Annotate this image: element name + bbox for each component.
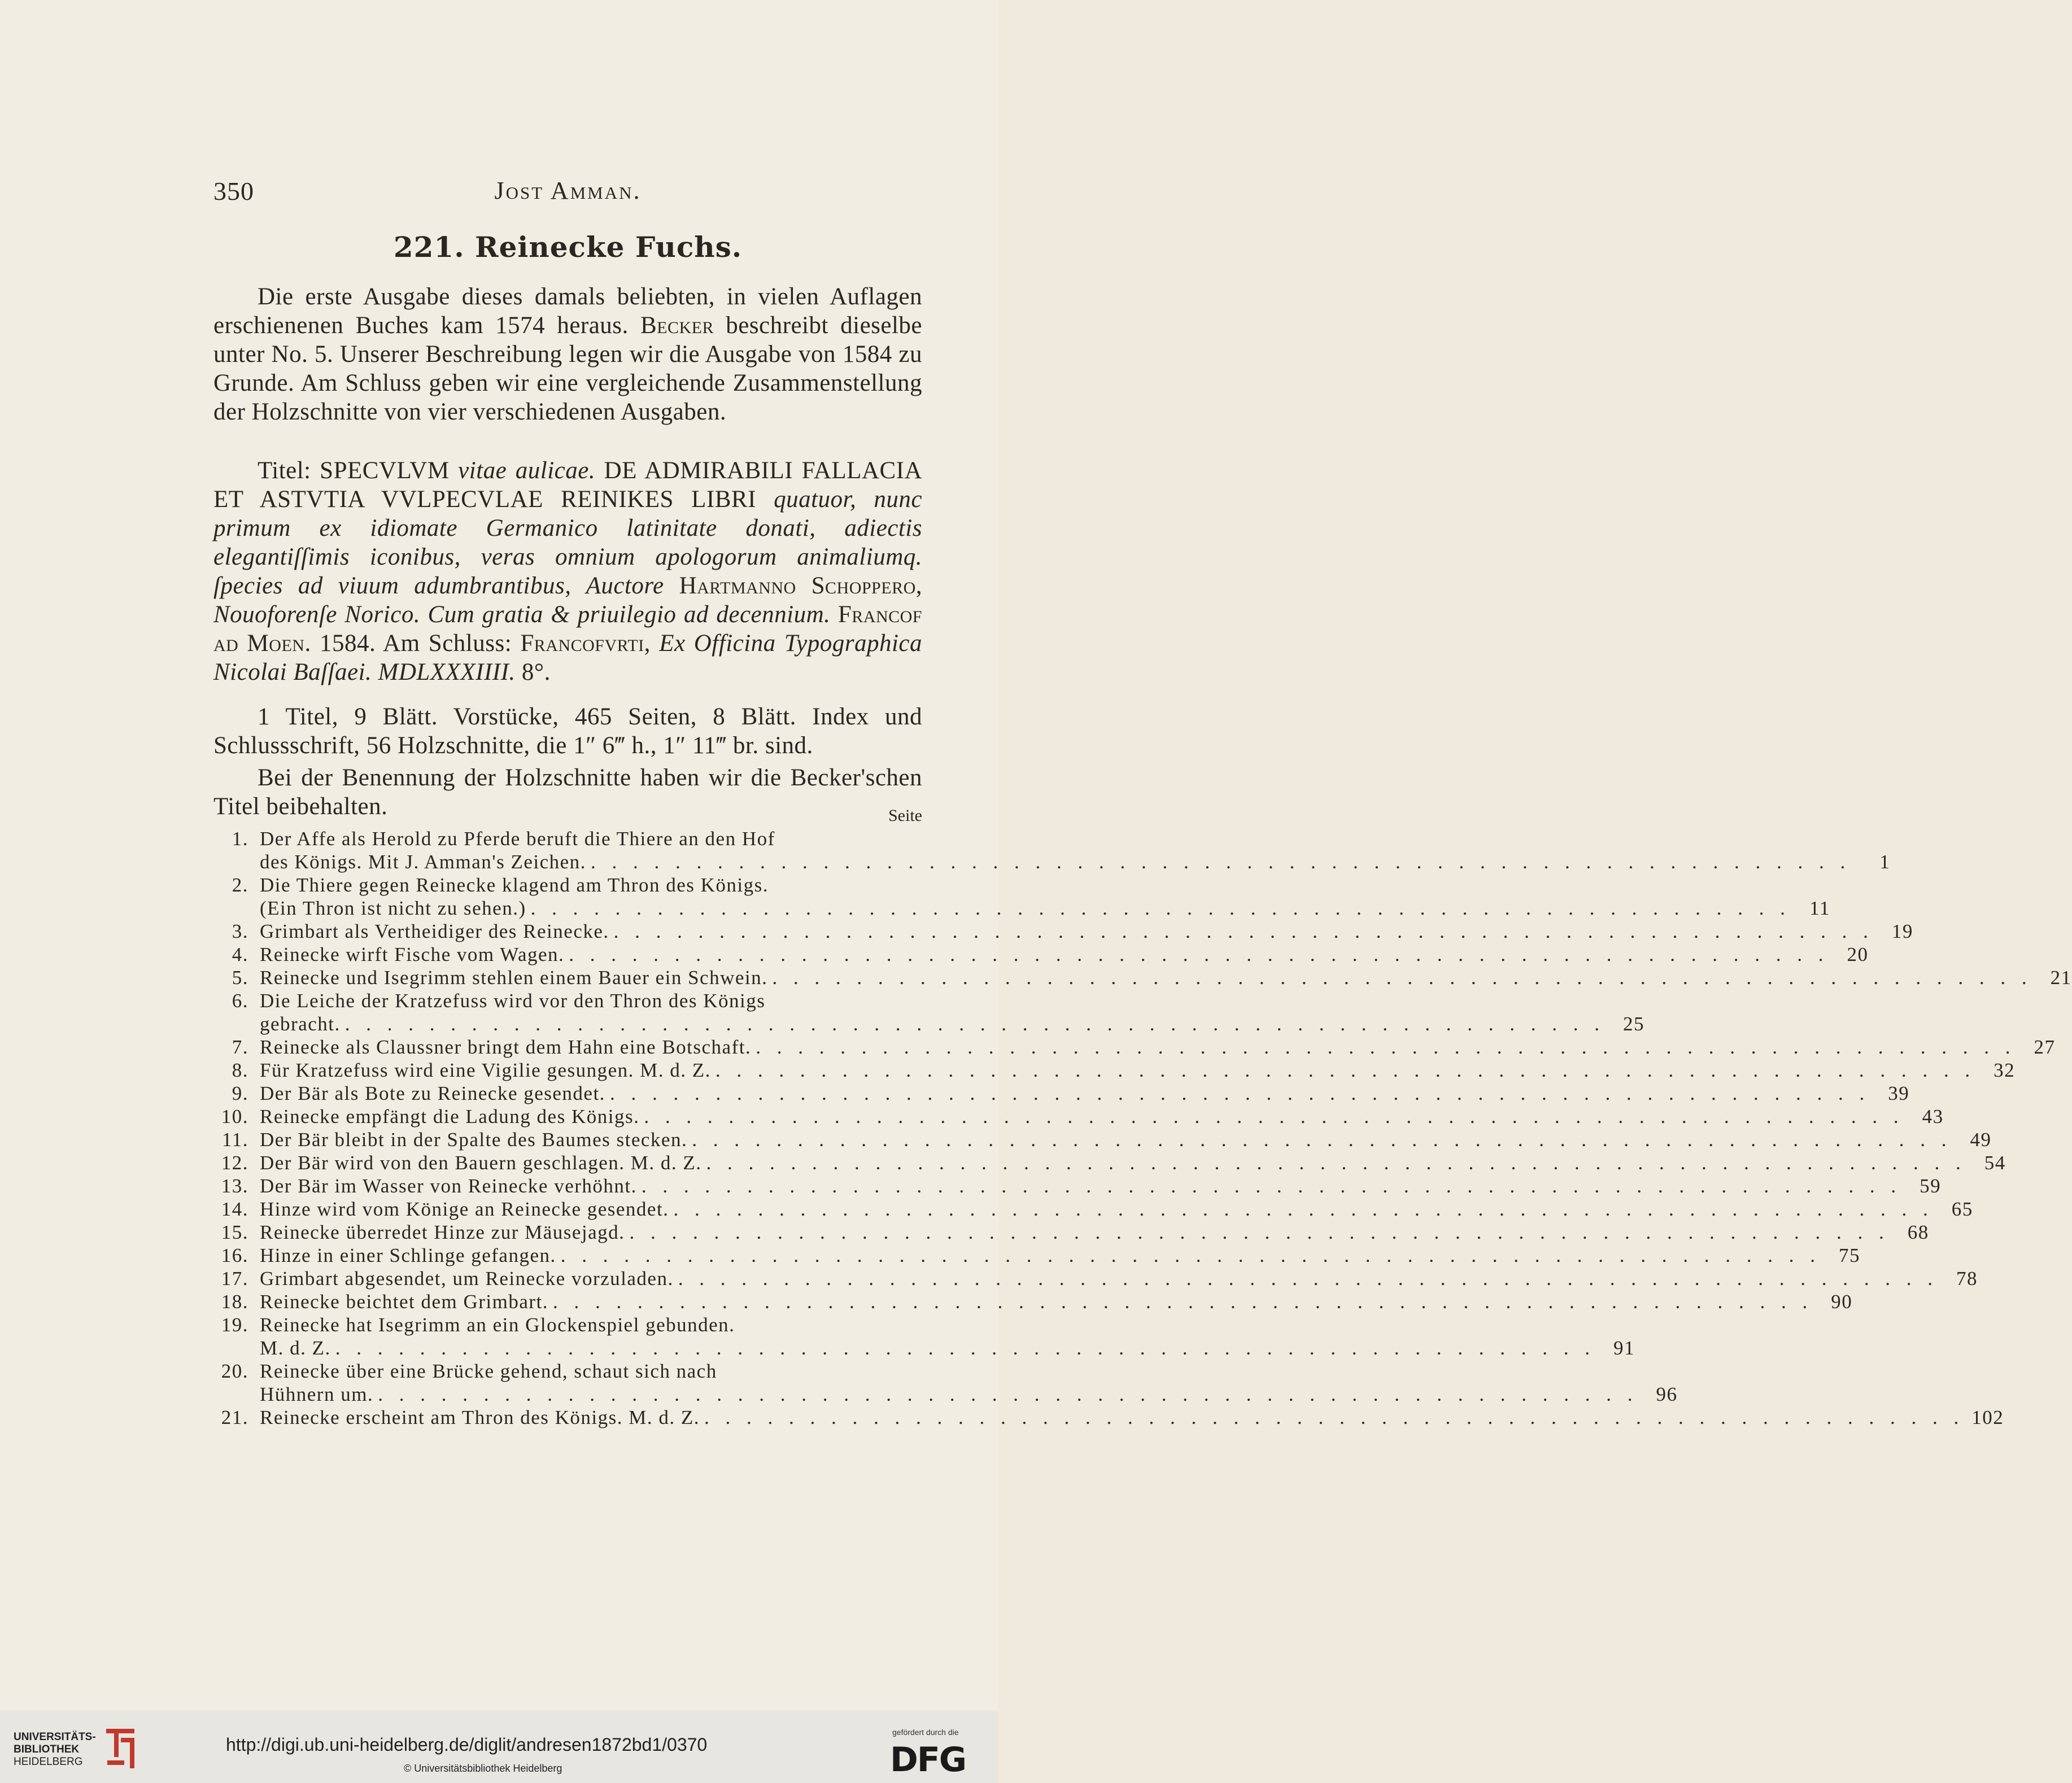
toc-entry-line-text: Hinze in einer Schlinge gefangen. bbox=[260, 1244, 556, 1266]
leader-dots: . . . . . . . . . . . . . . . . . . . . . . . . . . . . . . . . . . . . . . . . . . . . . . . . . . . . . . . . . . . . bbox=[692, 1129, 1952, 1151]
title-text-c: DE ADMIRABILI FALLACIA ET ASTVTIA VVLPECVLAE REINIKES LIBRI bbox=[213, 457, 923, 513]
title-text-i: Francofvrti, bbox=[520, 630, 651, 657]
toc-entry-line bbox=[260, 1198, 1973, 1221]
toc-entry bbox=[213, 873, 1830, 920]
toc-entry-line-text: Die Leiche der Kratzefuss wird vor den Thron des Königs bbox=[260, 990, 766, 1012]
toc-entry-line bbox=[260, 989, 1644, 1012]
toc-entry-line bbox=[260, 1059, 2015, 1082]
toc-entry-page: 19 bbox=[1891, 920, 1913, 942]
seite-label: Seite bbox=[888, 806, 922, 825]
leader-dots: . . . . . . . . . . . . . . . . . . . . . . . . . . . . . . . . . . . . . . . . . . . . . . . . . . . . . . . . . . . . bbox=[715, 1059, 1976, 1081]
toc-entry-text bbox=[260, 966, 2072, 989]
toc-entry-number: 5. bbox=[232, 967, 248, 989]
page-number: 350 bbox=[213, 177, 254, 206]
toc-entry-text bbox=[260, 1105, 1944, 1128]
toc-entry-number: 12. bbox=[221, 1152, 248, 1174]
toc-entry-number: 11. bbox=[222, 1129, 248, 1151]
toc-entry-line bbox=[260, 943, 1869, 966]
leader-dots: . . . . . . . . . . . . . . . . . . . . . . . . . . . . . . . . . . . . . . . . . . . . . . . . . . . . . . . . . . . . bbox=[673, 1198, 1934, 1220]
toc-entry-line bbox=[260, 1105, 1944, 1128]
toc-entry bbox=[213, 1290, 1853, 1313]
section-title: 221. Reinecke Fuchs. bbox=[393, 230, 743, 264]
toc-entry-text bbox=[260, 1221, 1929, 1244]
toc-entry-text bbox=[260, 1128, 1991, 1151]
toc-entry-line-text: Reinecke als Claussner bringt dem Hahn eine Botschaft. bbox=[260, 1036, 752, 1058]
leader-dots: . . . . . . . . . . . . . . . . . . . . . . . . . . . . . . . . . . . . . . . . . . . . . . . . . . . . . . . . . . . . bbox=[613, 920, 1874, 942]
toc-entry-text bbox=[260, 1035, 2055, 1059]
toc-entry-page: 54 bbox=[1984, 1152, 2006, 1174]
toc-entry-line bbox=[260, 1221, 1929, 1244]
toc-entry-line bbox=[260, 1290, 1852, 1313]
toc-entry-number: 3. bbox=[232, 920, 248, 942]
leader-dots: . . . . . . . . . . . . . . . . . . . . . . . . . . . . . . . . . . . . . . . . . . . . . . . . . . . . . . . . . . . . bbox=[569, 943, 1829, 965]
toc-entry-page: 32 bbox=[1994, 1059, 2016, 1081]
paragraph-intro-text: Die erste Ausgabe dieses damals beliebten, in vielen Auflagen erschienenen Buches kam 1574 heraus. bbox=[213, 283, 922, 339]
toc-entry-line bbox=[260, 1082, 1909, 1105]
toc-entry-line bbox=[260, 1128, 1991, 1151]
toc-entry-line bbox=[260, 1406, 2004, 1429]
toc-entry-line bbox=[260, 897, 1830, 920]
paragraph-collation-text: 1 Titel, 9 Blätt. Vorstücke, 465 Seiten, 8 Blätt. Index und Schlussschrift, 56 Holzschnitte, die 1″ 6‴ h., 1″ 11‴ br. sind. bbox=[213, 703, 922, 759]
leader-dots: . . . . . . . . . . . . . . . . . . . . . . . . . . . . . . . . . . . . . . . . . . . . . . . . . . . . . . . . . . . . bbox=[609, 1082, 1870, 1104]
leader-dots: . . . . . . . . . . . . . . . . . . . . . . . . . . . . . . . . . . . . . . . . . . . . . . . . . . . . . . . . . . . . bbox=[706, 1152, 1966, 1174]
toc-entry bbox=[213, 1313, 1635, 1360]
toc-entry-line bbox=[260, 1313, 1635, 1336]
page-header bbox=[213, 176, 922, 210]
toc-entry-number: 20. bbox=[221, 1360, 248, 1382]
toc-entry-text bbox=[260, 1406, 2004, 1429]
toc-entry-number: 13. bbox=[221, 1175, 248, 1197]
toc-entry-page: 43 bbox=[1922, 1105, 1944, 1128]
toc-entry bbox=[213, 966, 2072, 989]
leader-dots: . . . . . . . . . . . . . . . . . . . . . . . . . . . . . . . . . . . . . . . . . . . . . . . . . . . . . . . . . . . . bbox=[530, 897, 1791, 919]
library-name bbox=[14, 1731, 96, 1768]
toc-entry bbox=[213, 1174, 1942, 1198]
toc-entry-page: 91 bbox=[1613, 1337, 1635, 1359]
toc-entry bbox=[213, 1406, 2004, 1429]
toc-entry bbox=[213, 1221, 1929, 1244]
toc-entry-number: 7. bbox=[232, 1036, 248, 1058]
toc-entry-line-text: Der Bär bleibt in der Spalte des Baumes stecken. bbox=[260, 1129, 688, 1151]
library-line-1: UNIVERSITÄTS- bbox=[14, 1731, 96, 1743]
toc-entry-line-text: Grimbart als Vertheidiger des Reinecke. bbox=[260, 920, 609, 942]
toc-entry bbox=[213, 1198, 1973, 1221]
toc-entry-text bbox=[260, 1267, 1978, 1290]
toc-entry-page: 90 bbox=[1831, 1291, 1853, 1313]
toc-entry-line-text: Der Bär als Bote zu Reinecke gesendet. bbox=[260, 1082, 605, 1104]
toc-entry-page: 1 bbox=[1879, 851, 1891, 873]
leader-dots: . . . . . . . . . . . . . . . . . . . . . . . . . . . . . . . . . . . . . . . . . . . . . . . . . . . . . . . . . . . . bbox=[553, 1291, 1813, 1313]
leader-dots: . . . . . . . . . . . . . . . . . . . . . . . . . . . . . . . . . . . . . . . . . . . . . . . . . . . . . . . . . . . . bbox=[772, 967, 2032, 989]
toc-entry-page: 75 bbox=[1838, 1244, 1860, 1266]
paragraph-intro bbox=[213, 282, 922, 426]
toc-entry-line bbox=[260, 920, 1913, 943]
toc-entry-line-text: Reinecke beichtet dem Grimbart. bbox=[260, 1291, 549, 1313]
paragraph-intro-rest: beschreibt dieselbe unter No. 5. Unserer Beschreibung legen wir die Ausgabe von 1584 zu Grunde. Am Schluss geben wir eine vergleichende Zusammenstellung der Holzschnitte von vier verschiedenen Ausgaben. bbox=[213, 312, 922, 425]
toc-entry-page: 21 bbox=[2050, 967, 2072, 989]
toc-entry bbox=[213, 827, 1891, 873]
toc-entry-number: 16. bbox=[221, 1244, 248, 1266]
toc-entry-number: 2. bbox=[232, 874, 248, 896]
toc-entry-page: 96 bbox=[1656, 1383, 1678, 1405]
toc-entry-text bbox=[260, 920, 1913, 943]
toc-entry-line bbox=[260, 850, 1890, 873]
toc-entry-number: 18. bbox=[221, 1291, 248, 1313]
toc-entry-line bbox=[260, 1151, 2006, 1174]
toc-entry-line-text: des Königs. Mit J. Amman's Zeichen. bbox=[260, 851, 586, 873]
title-text-d: quatuor, nunc primum ex idiomate Germanico latinitate donati, adiectis elegantiſſimis iconibus, veras omnium apologorum animaliumq. ſpecies ad viuum adumbrantibus, Auctore bbox=[213, 486, 923, 599]
toc-entry bbox=[213, 989, 1644, 1035]
toc-entry-number: 15. bbox=[221, 1221, 248, 1243]
toc-entry-line-text: Reinecke über eine Brücke gehend, schaut sich nach bbox=[260, 1360, 717, 1382]
toc-entry-line-text: Die Thiere gegen Reinecke klagend am Thron des Königs. bbox=[260, 874, 769, 896]
permalink-url[interactable]: http://digi.ub.uni-heidelberg.de/diglit/andresen1872bd1/0370 bbox=[226, 1734, 708, 1755]
toc-entry-page: 78 bbox=[1956, 1268, 1978, 1290]
toc-entry-text bbox=[260, 989, 1644, 1035]
toc-entry-number: 10. bbox=[221, 1105, 248, 1128]
toc-entry-text bbox=[260, 1360, 1677, 1406]
toc-entry-text bbox=[260, 1313, 1635, 1360]
toc-entry-number: 6. bbox=[232, 990, 248, 1012]
leader-dots: . . . . . . . . . . . . . . . . . . . . . . . . . . . . . . . . . . . . . . . . . . . . . . . . . . . . . . . . . . . . bbox=[629, 1221, 1890, 1243]
toc-entry-page: 65 bbox=[1951, 1198, 1973, 1220]
toc-entry-line bbox=[260, 1244, 1860, 1267]
toc-entry-line-text: Der Bär im Wasser von Reinecke verhöhnt. bbox=[260, 1175, 637, 1197]
author-becker: Becker bbox=[640, 312, 714, 339]
toc-entry-line-text: Hühnern um. bbox=[260, 1383, 374, 1405]
toc-entry-text bbox=[260, 1059, 2015, 1082]
toc-entry-line-text: gebracht. bbox=[260, 1013, 341, 1035]
running-head: Jost Amman. bbox=[494, 177, 642, 204]
toc-entry-line bbox=[260, 966, 2072, 989]
leader-dots: . . . . . . . . . . . . . . . . . . . . . . . . . . . . . . . . . . . . . . . . . . . . . . . . . . . . . . . . . . . . bbox=[704, 1406, 1965, 1428]
toc-entry-text bbox=[260, 827, 1890, 873]
toc-entry bbox=[213, 1151, 2006, 1174]
toc-entry-line-text: Hinze wird vom Könige an Reinecke gesendet. bbox=[260, 1198, 669, 1220]
toc-entry bbox=[213, 1059, 2016, 1082]
toc-entry bbox=[213, 1082, 1910, 1105]
leader-dots: . . . . . . . . . . . . . . . . . . . . . . . . . . . . . . . . . . . . . . . . . . . . . . . . . . . . . . . . . . . . bbox=[344, 1013, 1605, 1035]
toc-entry-line-text: Für Kratzefuss wird eine Vigilie gesungen. M. d. Z. bbox=[260, 1059, 711, 1081]
toc-entry-page: 59 bbox=[1920, 1175, 1942, 1197]
paragraph-title bbox=[213, 456, 922, 687]
leader-dots: . . . . . . . . . . . . . . . . . . . . . . . . . . . . . . . . . . . . . . . . . . . . . . . . . . . . . . . . . . . . bbox=[641, 1175, 1902, 1197]
library-line-3: HEIDELBERG bbox=[14, 1756, 83, 1768]
toc-entry-page: 25 bbox=[1622, 1013, 1644, 1035]
toc-entry-text bbox=[260, 1244, 1860, 1267]
toc-entry-page: 20 bbox=[1847, 943, 1869, 965]
toc-entry-text bbox=[260, 1151, 2006, 1174]
toc-entry-line bbox=[260, 1174, 1941, 1198]
toc-entry-line-text: Der Bär wird von den Bauern geschlagen. M. d. Z. bbox=[260, 1152, 702, 1174]
leader-dots: . . . . . . . . . . . . . . . . . . . . . . . . . . . . . . . . . . . . . . . . . . . . . . . . . . . . . . . . . . . . bbox=[644, 1105, 1904, 1128]
toc-entry-number: 9. bbox=[232, 1082, 248, 1104]
toc-entry-number: 1. bbox=[232, 828, 248, 850]
leader-dots: . . . . . . . . . . . . . . . . . . . . . . . . . . . . . . . . . . . . . . . . . . . . . . . . . . . . . . . . . . . . bbox=[560, 1244, 1821, 1266]
title-text-e: Hartmanno Schoppero, bbox=[679, 573, 922, 599]
title-text-h: 1584. Am Schluss: bbox=[319, 630, 512, 657]
toc-entry-line bbox=[260, 1035, 2055, 1059]
toc-entry-page: 11 bbox=[1809, 897, 1830, 919]
title-text-b: vitae aulicae. bbox=[458, 457, 596, 484]
toc-entry-number: 4. bbox=[232, 943, 248, 965]
toc-entry-line bbox=[260, 827, 1890, 850]
toc-entry-number: 21. bbox=[221, 1406, 248, 1428]
toc-entry-page: 49 bbox=[1970, 1129, 1992, 1151]
toc-entry-line bbox=[260, 873, 1830, 897]
toc-entry-line-text: Reinecke hat Isegrimm an ein Glockenspiel gebunden. bbox=[260, 1314, 735, 1336]
footer-bar bbox=[0, 1711, 998, 1783]
toc-entry-line-text: Reinecke und Isegrimm stehlen einem Bauer ein Schwein. bbox=[260, 967, 768, 989]
leader-dots: . . . . . . . . . . . . . . . . . . . . . . . . . . . . . . . . . . . . . . . . . . . . . . . . . . . . . . . . . . . . bbox=[756, 1036, 2016, 1058]
toc-entry-line bbox=[260, 1336, 1635, 1360]
toc-entry-page: 39 bbox=[1888, 1082, 1910, 1104]
leader-dots: . . . . . . . . . . . . . . . . . . . . . . . . . . . . . . . . . . . . . . . . . . . . . . . . . . . . . . . . . . . . bbox=[335, 1337, 1595, 1359]
toc-entry-line-text: Reinecke erscheint am Thron des Königs. M. d. Z. bbox=[260, 1406, 700, 1428]
toc-entry-line bbox=[260, 1012, 1644, 1035]
toc-entry bbox=[213, 920, 1913, 943]
funding-note: gefördert durch die bbox=[892, 1728, 959, 1737]
toc-entry-number: 17. bbox=[221, 1268, 248, 1290]
woodcut-list bbox=[213, 827, 2072, 1429]
title-text-k: 8°. bbox=[521, 659, 551, 685]
paragraph-naming bbox=[213, 763, 922, 821]
toc-entry-line bbox=[260, 1360, 1677, 1383]
toc-entry-page: 68 bbox=[1907, 1221, 1929, 1243]
toc-entry-page: 102 bbox=[1971, 1406, 2004, 1428]
toc-entry bbox=[213, 1360, 1678, 1406]
toc-entry-text bbox=[260, 943, 1869, 966]
toc-entry-text bbox=[260, 1082, 1909, 1105]
toc-entry bbox=[213, 1244, 1860, 1267]
library-line-2: BIBLIOTHEK bbox=[14, 1743, 80, 1755]
toc-entry-line-text: Reinecke wirft Fische vom Wagen. bbox=[260, 943, 565, 965]
toc-entry-text bbox=[260, 873, 1830, 920]
title-text-a: Titel: SPECVLVM bbox=[258, 457, 450, 484]
toc-entry-line bbox=[260, 1383, 1677, 1406]
library-logo-icon bbox=[102, 1723, 139, 1774]
toc-entry-line-text: Grimbart abgesendet, um Reinecke vorzuladen. bbox=[260, 1268, 674, 1290]
toc-entry-line-text: Der Affe als Herold zu Pferde beruft die Thiere an den Hof bbox=[260, 828, 775, 850]
toc-entry-line-text: M. d. Z. bbox=[260, 1337, 331, 1359]
title-text-f: Nouoforenſe Norico. Cum gratia & priuilegio ad decennium. bbox=[213, 601, 831, 628]
toc-entry bbox=[213, 1105, 1944, 1128]
copyright-text: © Universitätsbibliothek Heidelberg bbox=[404, 1763, 562, 1774]
toc-entry bbox=[213, 1128, 1992, 1151]
toc-entry-line-text: Reinecke überredet Hinze zur Mäusejagd. bbox=[260, 1221, 625, 1243]
paragraph-naming-text: Bei der Benennung der Holzschnitte haben wir die Becker'schen Titel beibehalten. bbox=[213, 764, 922, 820]
title-text-g: Francof ad Moen. bbox=[213, 601, 922, 657]
toc-entry bbox=[213, 1035, 2056, 1059]
title-text-j: Ex Officina Typographica Nicolai Baſſaei. MDLXXXIIII. bbox=[213, 630, 922, 685]
toc-entry-text bbox=[260, 1174, 1941, 1198]
toc-entry-line bbox=[260, 1267, 1978, 1290]
dfg-logo: DFG bbox=[890, 1740, 966, 1780]
toc-entry bbox=[213, 943, 1869, 966]
toc-entry-text bbox=[260, 1198, 1973, 1221]
paragraph-collation bbox=[213, 702, 922, 760]
toc-entry-line-text: (Ein Thron ist nicht zu sehen.) bbox=[260, 897, 526, 919]
toc-entry-number: 19. bbox=[221, 1314, 248, 1336]
leader-dots: . . . . . . . . . . . . . . . . . . . . . . . . . . . . . . . . . . . . . . . . . . . . . . . . . . . . . . . . . . . . bbox=[678, 1268, 1938, 1290]
leader-dots: . . . . . . . . . . . . . . . . . . . . . . . . . . . . . . . . . . . . . . . . . . . . . . . . . . . . . . . . . . . . bbox=[590, 851, 1851, 873]
toc-entry-text bbox=[260, 1290, 1852, 1313]
toc-entry-page: 27 bbox=[2034, 1036, 2056, 1058]
toc-entry-number: 14. bbox=[221, 1198, 248, 1220]
leader-dots: . . . . . . . . . . . . . . . . . . . . . . . . . . . . . . . . . . . . . . . . . . . . . . . . . . . . . . . . . . . . bbox=[378, 1383, 1638, 1405]
toc-entry-number: 8. bbox=[232, 1059, 248, 1081]
toc-entry-line-text: Reinecke empfängt die Ladung des Königs. bbox=[260, 1105, 640, 1128]
toc-entry bbox=[213, 1267, 1978, 1290]
